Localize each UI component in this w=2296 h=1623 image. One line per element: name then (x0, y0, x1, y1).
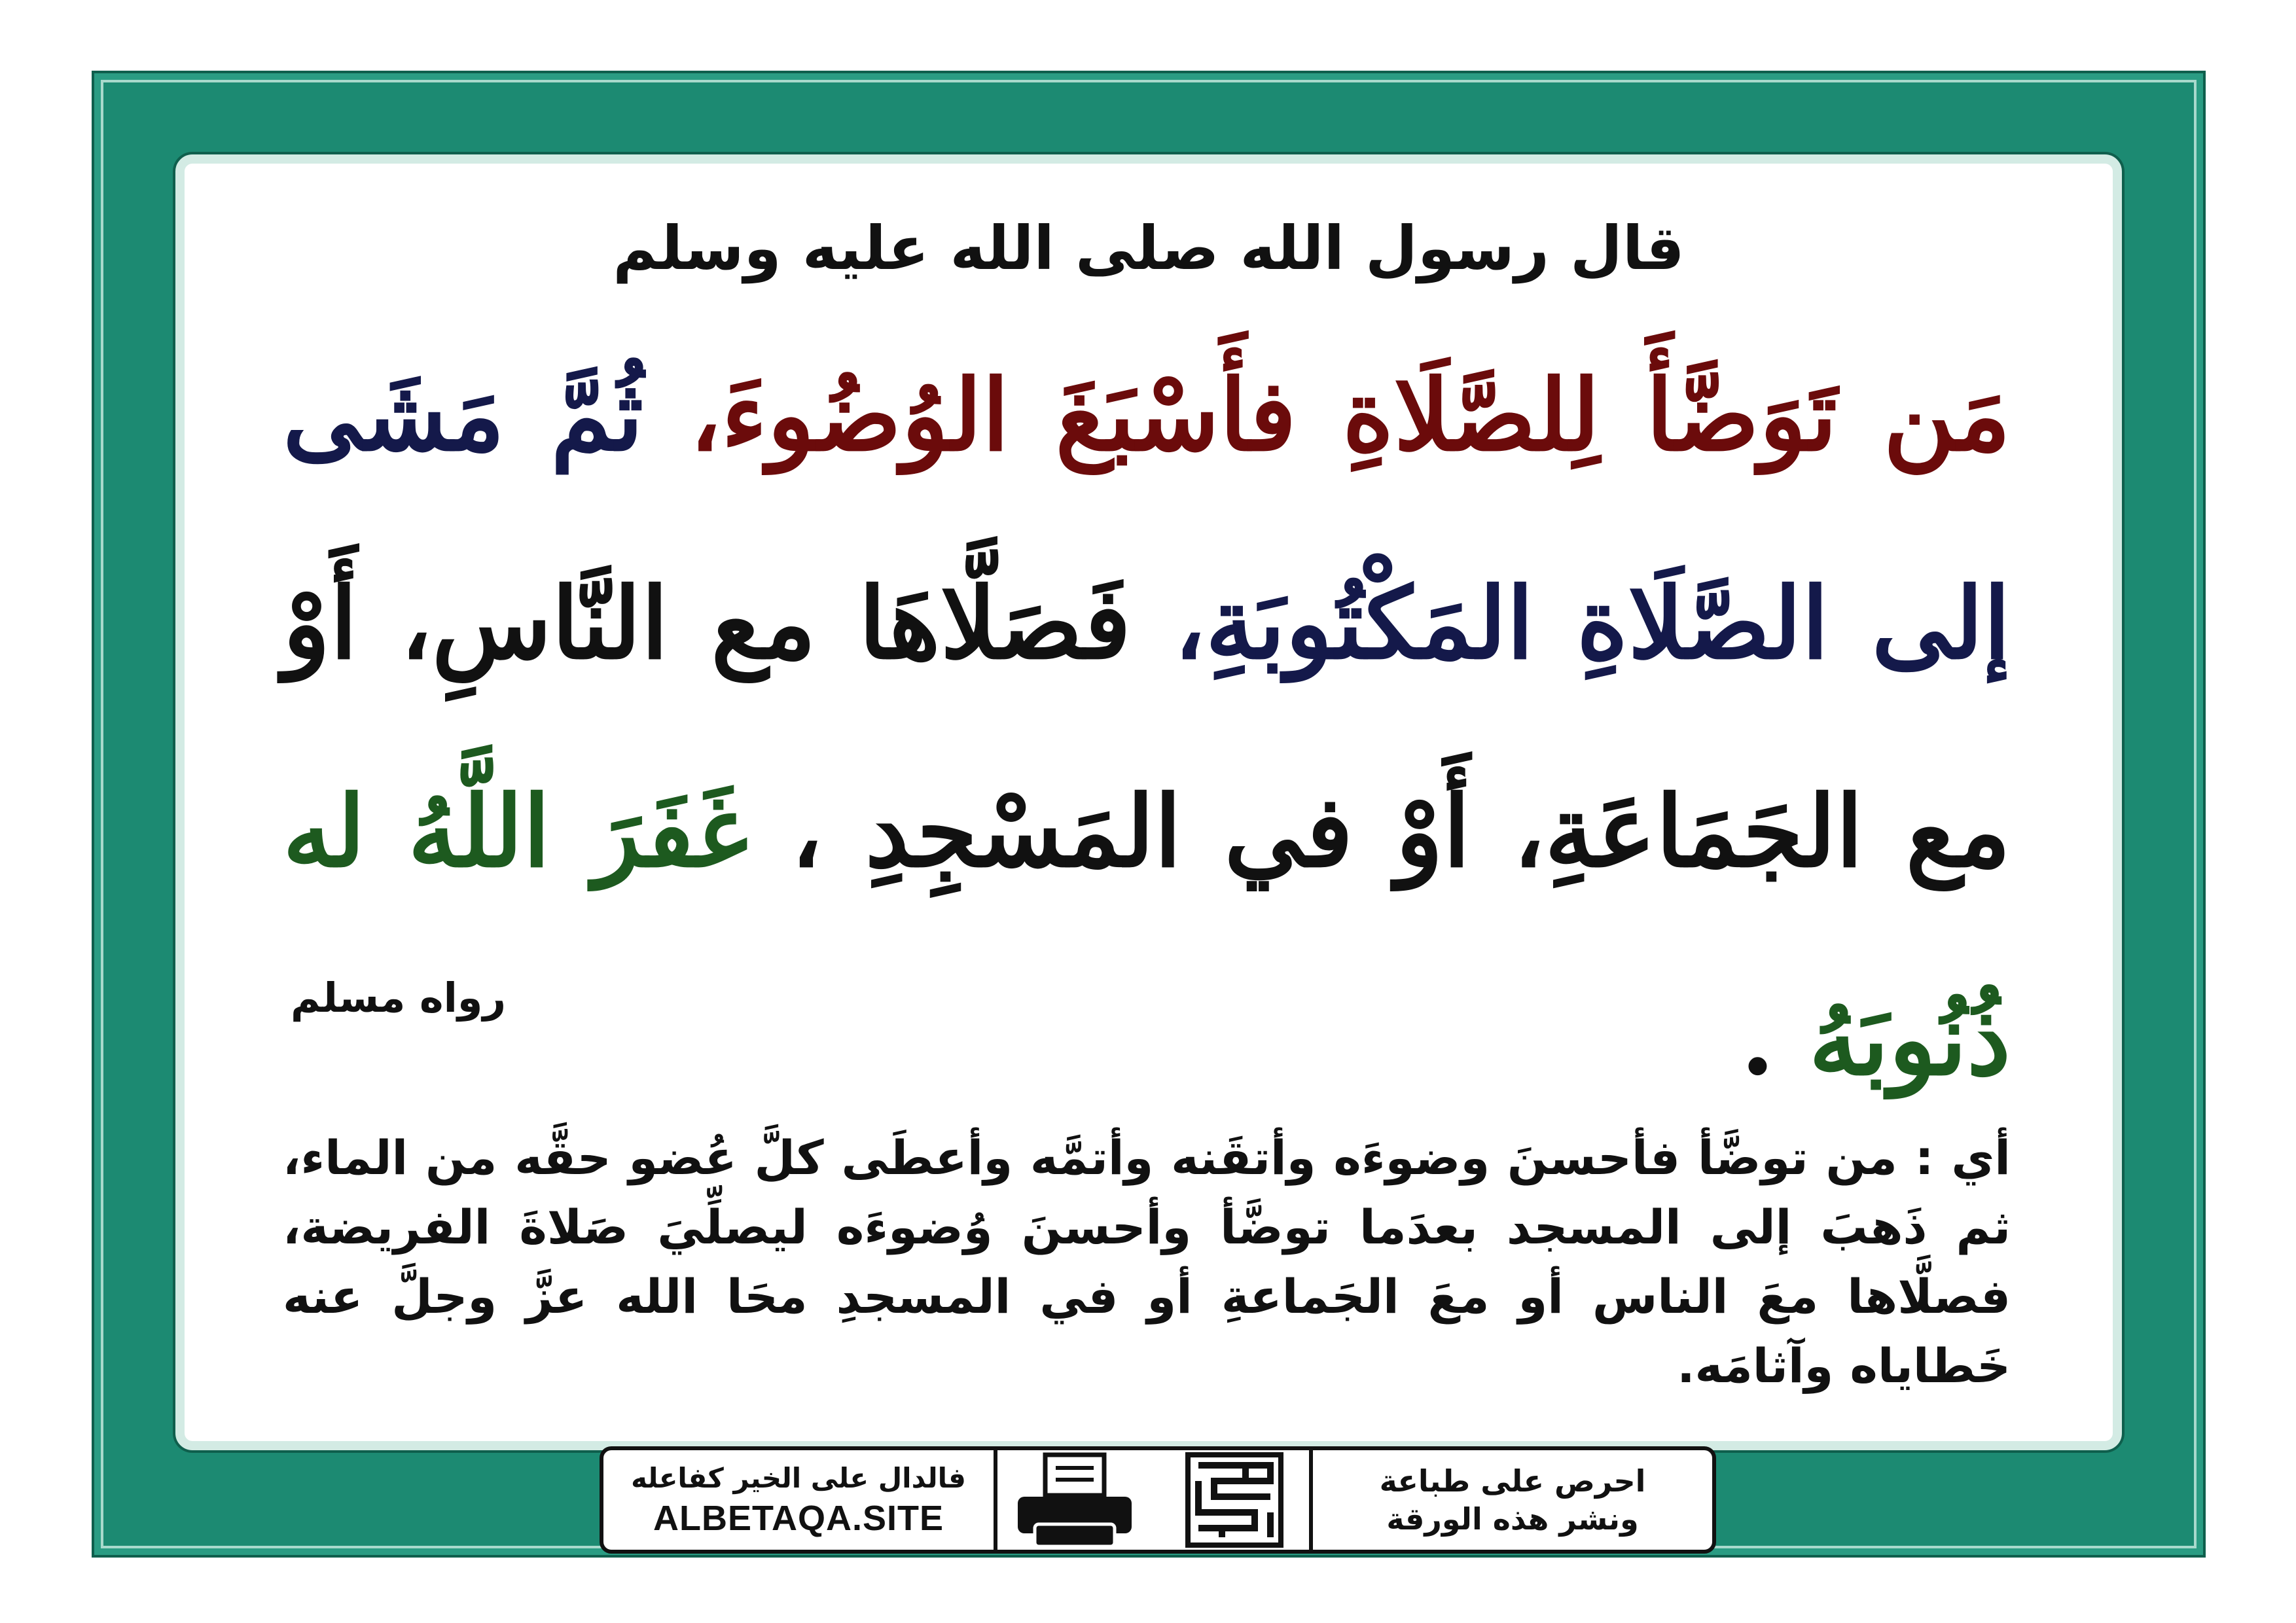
footer-site-info (603, 1450, 997, 1550)
kufic-logo-icon (1185, 1452, 1283, 1548)
printer-icon (1013, 1451, 1137, 1549)
intro-line: قال رسول الله صلى الله عليه وسلم (613, 213, 1685, 283)
footer-tagline: فالدال على الخير كفاعله (631, 1461, 966, 1494)
dawah-logo (1156, 1450, 1313, 1550)
explanation-text: أي : من توضَّأ فأحسنَ وضوءَه وأتقَنه وأتمَّه وأعطَى كلَّ عُضو حقَّه من الماء، ثم ذَهبَ إلى المسجد بعدَما توضَّأ وأحسنَ وُضوءَه ليصلِّيَ صَلاةَ الفريضة، فصلَّاها معَ الناس أو معَ الجَماعةِ أو في المسجدِ محَا الله عزَّ وجلَّ عنه خَطاياه وآثامَه. (283, 1130, 2011, 1393)
printer-icon-cell (994, 1450, 1156, 1550)
content-area (175, 154, 2122, 1450)
hadith-part-4: غَفَرَ اللَّهُ له ذُنُوبَهُ (283, 774, 2011, 1097)
footer-site-link[interactable]: ALBETAQA.SITE (653, 1498, 944, 1538)
footer-bar (600, 1446, 1716, 1554)
hadith-part-2: ثُمَّ مَشَى إلى الصَّلَاةِ المَكْتُوبَةِ، (283, 358, 2011, 681)
footer-note-line-2: ونشر هذه الورقة (1386, 1501, 1639, 1537)
hadith-end: . (1740, 982, 1809, 1097)
footer-note-line-1: احرص على طباعة (1379, 1463, 1646, 1499)
footer-print-note (1309, 1450, 1712, 1550)
hadith-part-3: فَصَلَّاهَا مع النَّاسِ، أَوْ مع الجَمَاعَةِ، أَوْ في المَسْجِدِ ، (283, 566, 2011, 889)
hadith-text (283, 312, 2011, 1144)
hadith-part-1: مَن تَوَضَّأَ لِلصَّلَاةِ فأَسْبَغَ الوُضُوءَ، (643, 358, 2011, 473)
narrator-attribution: رواه مسلم (291, 974, 507, 1022)
